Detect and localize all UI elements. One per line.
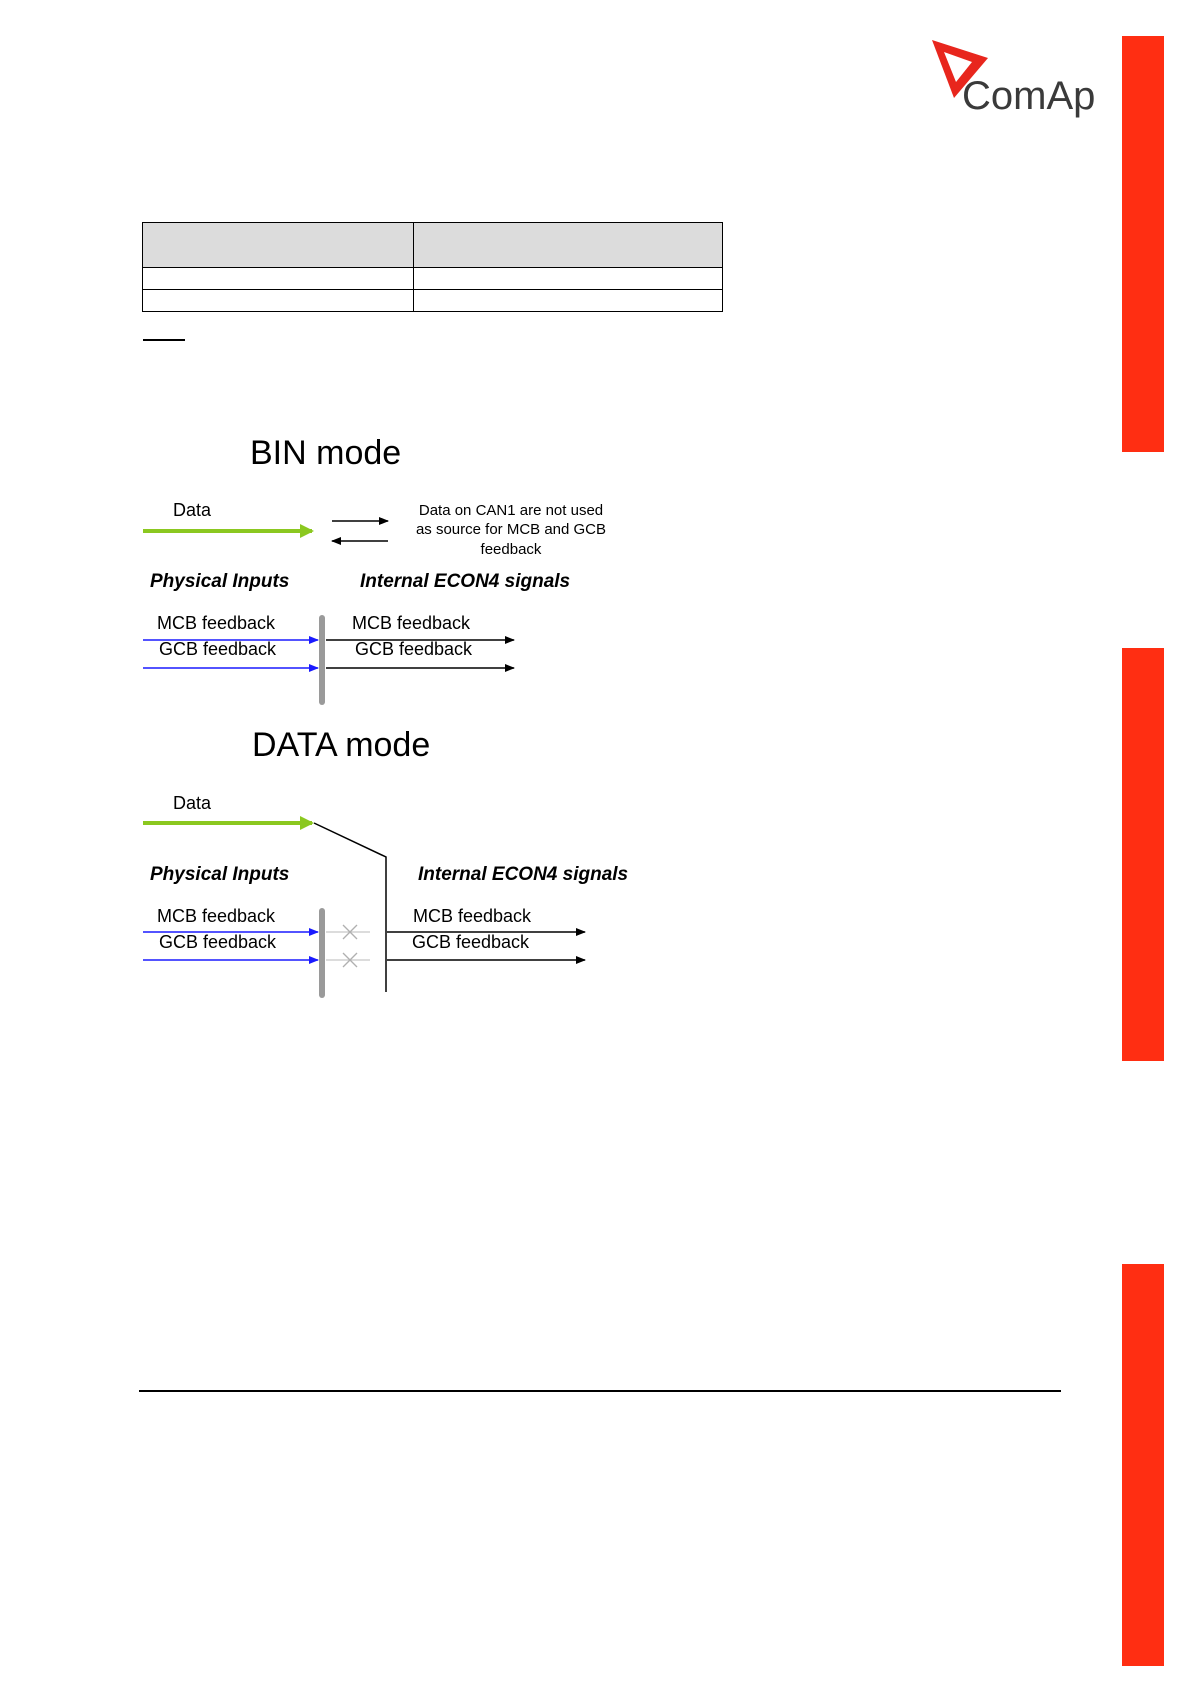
bin-internal-signals-label: Internal ECON4 signals xyxy=(360,571,571,592)
note-underline xyxy=(143,339,185,341)
side-tab-bottom xyxy=(1122,1264,1164,1666)
table-row xyxy=(143,268,723,290)
logo-text: ComAp xyxy=(962,74,1096,118)
side-tab-middle xyxy=(1122,648,1164,1061)
bin-note-line-1: Data on CAN1 are not used xyxy=(418,502,604,519)
data-physical-inputs-label: Physical Inputs xyxy=(150,864,290,885)
data-input-mcb-label: MCB feedback xyxy=(157,906,276,926)
data-output-gcb-label: GCB feedback xyxy=(412,932,530,952)
table-header-cell xyxy=(414,223,723,268)
bin-output-mcb-label: MCB feedback xyxy=(352,613,471,633)
table-header-row xyxy=(143,223,723,268)
bin-input-mcb-label: MCB feedback xyxy=(157,613,276,633)
table-cell xyxy=(143,268,414,290)
bin-input-gcb-label: GCB feedback xyxy=(159,639,277,659)
bin-note-line-2: as source for MCB and GCB xyxy=(415,521,607,538)
table-header-cell xyxy=(143,223,414,268)
bin-note-line-3: feedback xyxy=(480,541,542,558)
table-cell xyxy=(414,290,723,312)
data-output-mcb-label: MCB feedback xyxy=(413,906,532,926)
bin-physical-inputs-label: Physical Inputs xyxy=(150,571,290,592)
data-internal-signals-label: Internal ECON4 signals xyxy=(418,864,629,885)
data-mode-title: DATA mode xyxy=(252,726,431,764)
table-cell xyxy=(414,268,723,290)
data-input-gcb-label: GCB feedback xyxy=(159,932,277,952)
parameter-table xyxy=(142,222,723,312)
data-data-label: Data xyxy=(173,793,212,813)
feedback-mode-diagram xyxy=(130,430,690,1010)
footer-rule xyxy=(139,1390,1061,1392)
table-cell xyxy=(143,290,414,312)
bin-mode-title: BIN mode xyxy=(250,434,402,472)
table-row xyxy=(143,290,723,312)
side-tab-top xyxy=(1122,36,1164,452)
bin-data-label: Data xyxy=(173,500,212,520)
bin-output-gcb-label: GCB feedback xyxy=(355,639,473,659)
